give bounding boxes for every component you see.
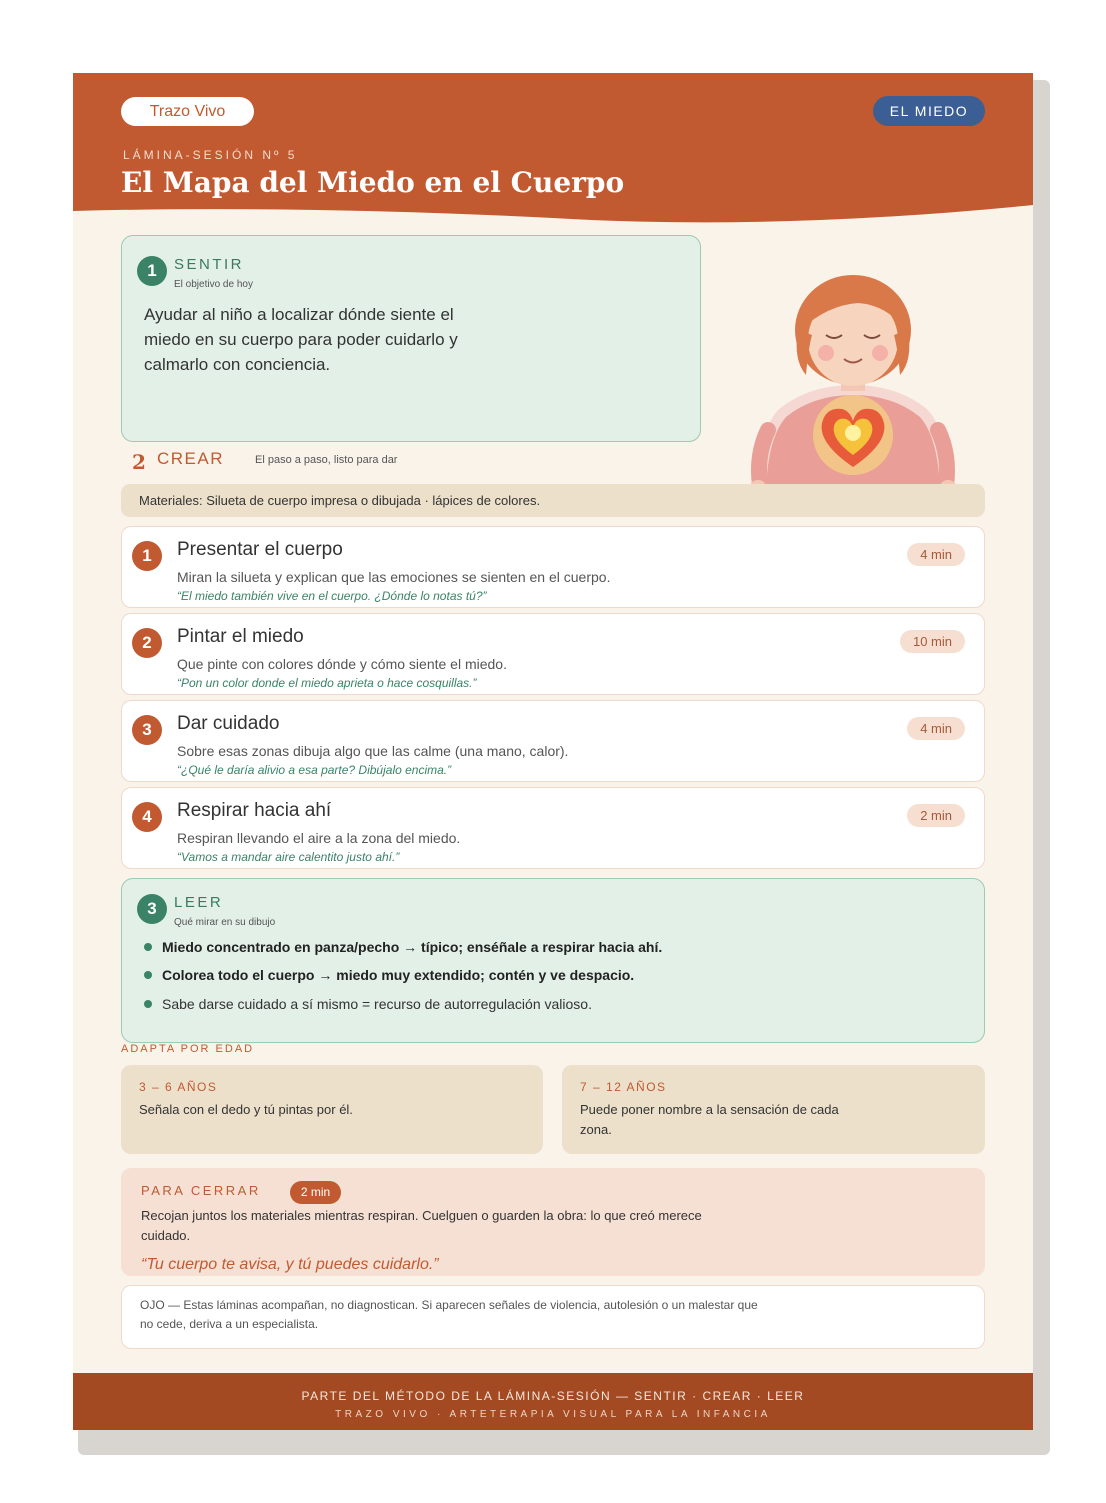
section-sublabel: El paso a paso, listo para dar [255, 454, 398, 466]
step-title: Presentar el cuerpo [177, 539, 343, 560]
step-title: Pintar el miedo [177, 626, 304, 647]
list-item: Sabe darse cuidado a sí mismo = recurso de autorregulación valioso. [144, 996, 592, 1012]
step-description: Miran la silueta y explican que las emociones se sienten en el cuerpo. [177, 569, 611, 585]
worksheet-page [73, 73, 1033, 1430]
step-title: Dar cuidado [177, 713, 280, 734]
footer [73, 1373, 1033, 1430]
closing-section [121, 1168, 985, 1276]
age-card [562, 1065, 985, 1154]
step-number: 3 [132, 715, 162, 745]
theme-badge: EL MIEDO [873, 96, 985, 126]
footer-method: PARTE DEL MÉTODO DE LA LÁMINA-SESIÓN — SENTIR · CREAR · LEER [301, 1389, 805, 1403]
closing-time-badge: 2 min [290, 1181, 341, 1204]
step-time-badge: 2 min [907, 804, 965, 827]
step-number: 2 [132, 628, 162, 658]
age-text: Puede poner nombre a la sensación de cada zona. [580, 1102, 839, 1137]
step-title: Respirar hacia ahí [177, 800, 332, 821]
adapta-label: ADAPTA POR EDAD [121, 1043, 255, 1055]
section-label: LEER [174, 894, 224, 911]
section-sublabel: El objetivo de hoy [174, 279, 253, 290]
session-subtitle: LÁMINA-SESIÓN Nº 5 [123, 148, 298, 162]
age-title: 7 – 12 AÑOS [580, 1080, 667, 1094]
closing-text: Recojan juntos los materiales mientras respiran. Cuelguen o guarden la obra: lo que creó merece cuidado. [141, 1208, 702, 1243]
objective-text: Ayudar al niño a localizar dónde siente el miedo en su cuerpo para poder cuidarlo y calmarlo con conciencia. [144, 305, 458, 374]
step-quote: “¿Qué le daría alivio a esa parte? Dibújalo encima.” [177, 763, 452, 777]
list-item: Colorea todo el cuerpo → miedo muy extendido; contén y ve despacio. [144, 967, 634, 983]
footer-brand: TRAZO VIVO · ARTETERAPIA VISUAL PARA LA INFANCIA [335, 1409, 771, 1420]
brand-badge: Trazo Vivo [121, 97, 254, 126]
section-sublabel: Qué mirar en su dibujo [174, 917, 276, 928]
list-item: Miedo concentrado en panza/pecho → típico; enséñale a respirar hacia ahí. [144, 939, 662, 955]
step-card [121, 526, 985, 608]
step-time-badge: 10 min [900, 630, 965, 653]
step-time-badge: 4 min [907, 717, 965, 740]
materials-bar: Materiales: Silueta de cuerpo impresa o dibujada · lápices de colores. [121, 484, 985, 517]
age-text: Señala con el dedo y tú pintas por él. [139, 1102, 353, 1117]
leer-section [121, 878, 985, 1043]
closing-label: PARA CERRAR [141, 1183, 261, 1198]
step-description: Que pinte con colores dónde y cómo siente el miedo. [177, 656, 507, 672]
section-number-badge: 3 [137, 894, 167, 924]
step-quote: “El miedo también vive en el cuerpo. ¿Dónde lo notas tú?” [177, 589, 487, 603]
step-quote: “Pon un color donde el miedo aprieta o hace cosquillas.” [177, 676, 477, 690]
warning-text: OJO — Estas láminas acompañan, no diagnostican. Si aparecen señales de violencia, autolesión o un malestar que no cede, deriva a un especialista. [140, 1298, 758, 1331]
step-description: Sobre esas zonas dibuja algo que las calme (una mano, calor). [177, 743, 569, 759]
warning-note [121, 1285, 985, 1349]
step-card [121, 613, 985, 695]
section-label: CREAR [157, 449, 225, 468]
closing-quote: “Tu cuerpo te avisa, y tú puedes cuidarlo.” [141, 1256, 439, 1273]
bullet-dot-icon [144, 1000, 152, 1008]
bullet-dot-icon [144, 971, 152, 979]
step-description: Respiran llevando el aire a la zona del miedo. [177, 830, 461, 846]
age-card [121, 1065, 543, 1154]
header [73, 73, 1033, 223]
sentir-section [121, 235, 701, 442]
step-number: 4 [132, 802, 162, 832]
section-label: SENTIR [174, 256, 245, 273]
step-card [121, 787, 985, 869]
page-title: El Mapa del Miedo en el Cuerpo [121, 166, 625, 199]
section-number-badge: 1 [137, 256, 167, 286]
age-title: 3 – 6 AÑOS [139, 1080, 218, 1094]
step-quote: “Vamos a mandar aire calentito justo ahí.” [177, 850, 400, 864]
child-heart-illustration [738, 235, 968, 505]
section-number: 2 [132, 450, 146, 474]
step-number: 1 [132, 541, 162, 571]
step-time-badge: 4 min [907, 543, 965, 566]
bullet-dot-icon [144, 943, 152, 951]
step-card [121, 700, 985, 782]
